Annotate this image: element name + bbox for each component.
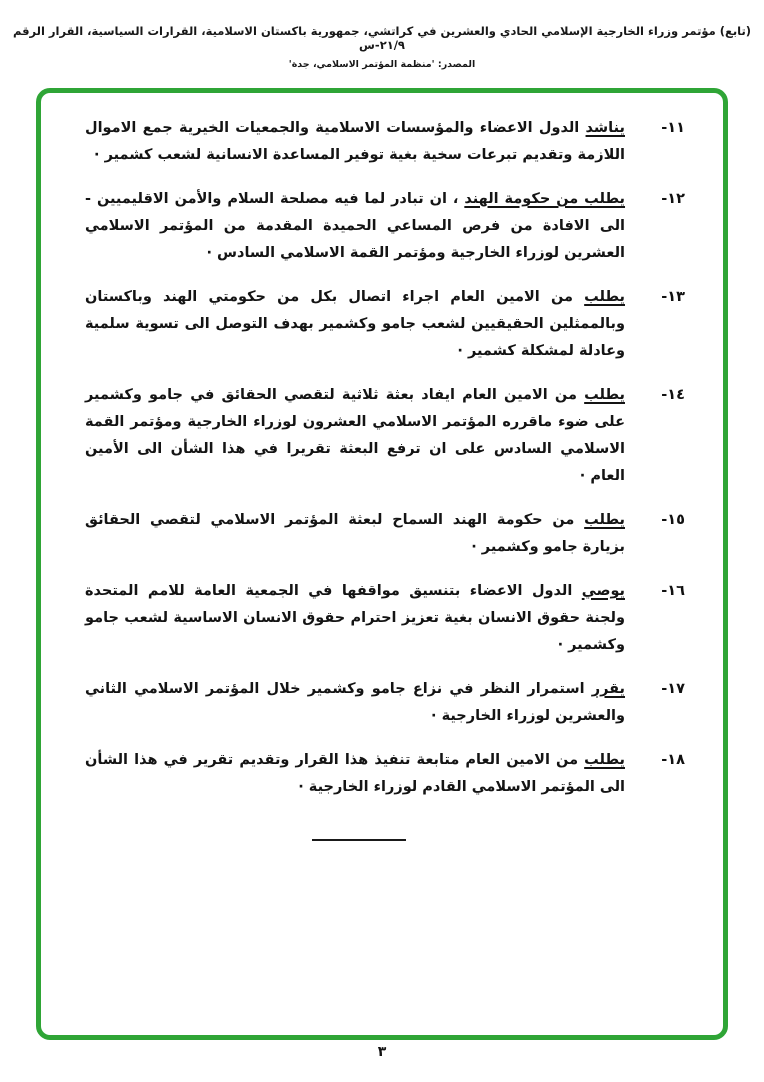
item-text: يطلب من حكومة الهند ، ان تبادر لما فيه مصلحة السلام والأمن الاقليميين - الى الافادة من فرص المساعي الحميدة المقدمة من المؤتمر الاسلامي العشرين لوزراء الخارجية ومؤتمر القمة الاسلامي السادس ·	[85, 191, 626, 261]
header-source: المصدر: 'منظمة المؤتمر الاسلامي، جدة'	[288, 59, 476, 70]
item-number: ١٦-	[661, 583, 685, 599]
item-text: يطلب من الامين العام ايفاد بعثة ثلاثية لتقصي الحقائق في جامو وكشمير على ضوء ماقرره المؤتمر الاسلامي العشرون لوزراء الخارجية ومؤتمر القمة الاسلامي السادس على ان ترفع البعثة تقريرا في هذا الشأن الى الأمين العام ·	[85, 387, 625, 484]
item-number: ١٥-	[661, 512, 685, 528]
item-lead-word: يطلب	[584, 752, 625, 768]
item-text: يقرر استمرار النظر في نزاع جامو وكشمير خلال المؤتمر الاسلامي الثاني والعشرين لوزراء الخارجية ·	[85, 681, 625, 724]
item-text: يناشد الدول الاعضاء والمؤسسات الاسلامية والجمعيات الخيرية جمع الاموال اللازمة وتقديم تبرعات سخية بغية توفير المساعدة الانسانية لشعب كشمير ·	[85, 120, 625, 163]
resolution-item	[85, 747, 685, 801]
item-text: يوصي الدول الاعضاء بتنسيق مواقفها في الجمعية العامة للامم المتحدة ولجنة حقوق الانسان بغية تعزيز احترام حقوق الانسان الاساسية لشعب جامو وكشمير ·	[85, 583, 625, 653]
resolution-item	[85, 186, 685, 267]
item-lead-word: يطلب	[584, 289, 625, 305]
footer-divider	[312, 839, 406, 841]
item-text: يطلب من حكومة الهند السماح لبعثة المؤتمر الاسلامي لتقصي الحقائق بزيارة جامو وكشمير ·	[85, 512, 625, 555]
item-lead-word: يطلب	[584, 387, 625, 403]
resolution-item	[85, 507, 685, 561]
item-number: ١٨-	[661, 752, 685, 768]
item-text: يطلب من الامين العام متابعة تنفيذ هذا القرار وتقديم تقرير في هذا الشأن الى المؤتمر الاسلامي القادم لوزراء الخارجية ·	[85, 752, 625, 795]
item-number: ١٢-	[661, 191, 685, 207]
green-border-frame	[36, 88, 728, 1040]
item-number: ١١-	[661, 120, 685, 136]
header-title: (تابع) مؤتمر وزراء الخارجية الإسلامي الحادي والعشرين في كراتشي، جمهورية باكستان الاسلامية، القرارات السياسية، القرار الرقم ٢١/٩-س	[12, 24, 752, 52]
resolution-item	[85, 382, 685, 490]
item-number: ١٣-	[661, 289, 685, 305]
page-number: ٣	[377, 1044, 387, 1060]
item-number: ١٧-	[661, 681, 685, 697]
item-lead-word: يطلب	[584, 512, 625, 528]
resolution-item	[85, 115, 685, 169]
resolution-item	[85, 676, 685, 730]
document-header	[10, 24, 754, 70]
item-number: ١٤-	[661, 387, 685, 403]
item-lead-word: يطلب من حكومة الهند	[464, 191, 626, 207]
item-text: يطلب من الامين العام اجراء اتصال بكل من حكومتي الهند وباكستان وبالممثلين الحقيقيين لشعب جامو وكشمير بهدف التوصل الى تسوية سلمية وعادلة لمشكلة كشمير ·	[85, 289, 625, 359]
resolution-item	[85, 578, 685, 659]
item-lead-word: يوصي	[581, 583, 625, 599]
resolution-item	[85, 284, 685, 365]
resolution-list	[85, 115, 685, 801]
item-lead-word: يناشد	[585, 120, 625, 136]
item-lead-word: يقرر	[591, 681, 625, 697]
